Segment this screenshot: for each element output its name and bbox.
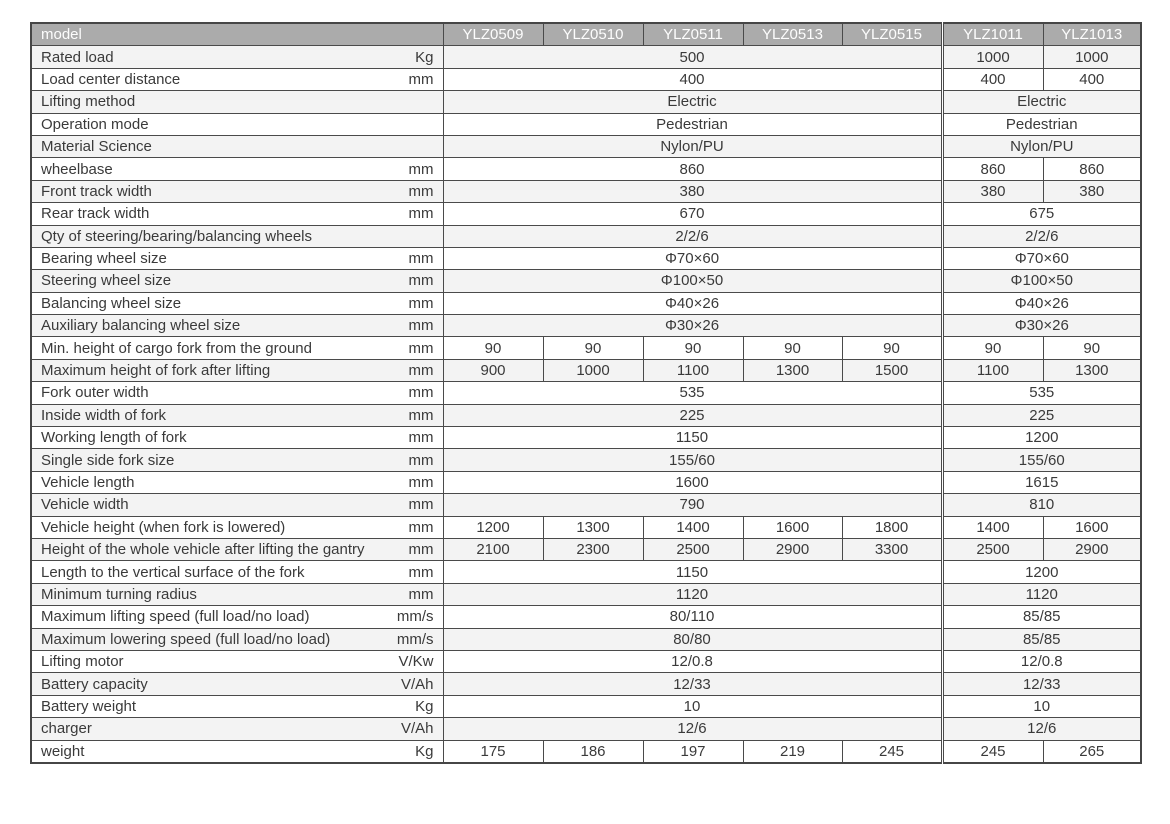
spec-row xyxy=(31,449,1141,471)
spec-value-cell: Φ100×50 xyxy=(443,270,942,292)
spec-row-unit: Kg xyxy=(415,742,434,760)
spec-value-cell: 85/85 xyxy=(942,606,1141,628)
spec-value-cell: 860 xyxy=(443,158,942,180)
spec-value-cell: Electric xyxy=(942,91,1141,113)
spec-value-cell: 670 xyxy=(443,203,942,225)
spec-row-label: Bearing wheel size xyxy=(41,250,167,268)
spec-row-label-cell xyxy=(31,718,443,740)
spec-value-cell: 790 xyxy=(443,494,942,516)
spec-value-cell: 2100 xyxy=(443,538,543,560)
spec-value-cell: 400 xyxy=(443,68,942,90)
spec-row xyxy=(31,337,1141,359)
spec-row-label-cell xyxy=(31,695,443,717)
spec-value-cell: 175 xyxy=(443,740,543,763)
spec-row xyxy=(31,583,1141,605)
spec-row-label-cell xyxy=(31,382,443,404)
spec-value-cell: 535 xyxy=(942,382,1141,404)
spec-row-unit: mm xyxy=(408,474,434,491)
spec-row xyxy=(31,203,1141,225)
spec-value-cell: 1000 xyxy=(942,46,1043,68)
spec-row-label: Qty of steering/bearing/balancing wheels xyxy=(41,227,312,245)
spec-row-label-cell xyxy=(31,135,443,157)
spec-value-cell: 1000 xyxy=(543,359,643,381)
model-header-cell: model xyxy=(31,23,443,46)
spec-value-cell: Φ30×26 xyxy=(443,315,942,337)
spec-row-unit: mm xyxy=(408,250,434,268)
spec-row-label-cell xyxy=(31,471,443,493)
spec-value-cell: 1300 xyxy=(543,516,643,538)
spec-value-cell: 1200 xyxy=(942,561,1141,583)
spec-row-label: Rear track width xyxy=(41,205,150,223)
spec-row-label-cell xyxy=(31,628,443,650)
spec-value-cell: 1615 xyxy=(942,471,1141,493)
spec-row-label-cell xyxy=(31,68,443,90)
spec-row-label-cell xyxy=(31,538,443,560)
spec-value-cell: 90 xyxy=(643,337,743,359)
spec-row xyxy=(31,158,1141,180)
spec-value-cell: 2500 xyxy=(942,538,1043,560)
spec-value-cell: 12/33 xyxy=(443,673,942,695)
spec-row-label-cell xyxy=(31,561,443,583)
spec-value-cell: 2500 xyxy=(643,538,743,560)
spec-value-cell: Φ70×60 xyxy=(443,247,942,269)
spec-row xyxy=(31,606,1141,628)
spec-row xyxy=(31,628,1141,650)
spec-row-unit: mm/s xyxy=(396,608,434,626)
spec-value-cell: 12/33 xyxy=(942,673,1141,695)
spec-row xyxy=(31,516,1141,538)
spec-row-unit: mm xyxy=(408,384,434,402)
spec-value-cell: 225 xyxy=(942,404,1141,426)
model-header-ylz1013: YLZ1013 xyxy=(1043,23,1141,46)
spec-row-label-cell xyxy=(31,494,443,516)
spec-value-cell: Φ40×26 xyxy=(443,292,942,314)
spec-row-unit: mm xyxy=(408,294,434,312)
spec-value-cell: 1120 xyxy=(443,583,942,605)
spec-row-unit: mm xyxy=(408,317,434,335)
spec-row-label-cell xyxy=(31,740,443,763)
spec-value-cell: Electric xyxy=(443,91,942,113)
spec-row-label: Lifting motor xyxy=(41,653,124,671)
spec-row xyxy=(31,404,1141,426)
spec-row-label: Maximum lifting speed (full load/no load) xyxy=(41,608,310,626)
spec-value-cell: 90 xyxy=(942,337,1043,359)
spec-value-cell: 90 xyxy=(842,337,942,359)
spec-value-cell: 675 xyxy=(942,203,1141,225)
spec-value-cell: 1200 xyxy=(942,427,1141,449)
spec-value-cell: 1000 xyxy=(1043,46,1141,68)
spec-row-label-cell xyxy=(31,516,443,538)
spec-row-label: Auxiliary balancing wheel size xyxy=(41,317,241,335)
spec-row xyxy=(31,91,1141,113)
spec-row-label: Maximum height of fork after lifting xyxy=(41,362,271,380)
spec-value-cell: Pedestrian xyxy=(942,113,1141,135)
spec-row-label: Battery capacity xyxy=(41,675,148,693)
spec-row-unit: mm xyxy=(408,160,434,178)
spec-value-cell: 245 xyxy=(942,740,1043,763)
spec-value-cell: 1600 xyxy=(443,471,942,493)
spec-value-cell: 500 xyxy=(443,46,942,68)
spec-row-label: Operation mode xyxy=(41,115,149,133)
spec-value-cell: 2900 xyxy=(743,538,842,560)
spec-row-label: Single side fork size xyxy=(41,451,175,469)
spec-row-label-cell xyxy=(31,91,443,113)
spec-row-label-cell xyxy=(31,46,443,68)
spec-value-cell: Φ30×26 xyxy=(942,315,1141,337)
spec-row xyxy=(31,561,1141,583)
spec-row-unit: Kg xyxy=(415,48,434,66)
spec-value-cell: 1100 xyxy=(643,359,743,381)
spec-value-cell: 1600 xyxy=(1043,516,1141,538)
spec-row xyxy=(31,225,1141,247)
spec-row xyxy=(31,68,1141,90)
spec-row xyxy=(31,538,1141,560)
spec-value-cell: 400 xyxy=(1043,68,1141,90)
spec-value-cell: 225 xyxy=(443,404,942,426)
spec-row-label: Battery weight xyxy=(41,697,137,715)
spec-row-label: Fork outer width xyxy=(41,384,149,402)
spec-row-unit: mm xyxy=(408,451,434,469)
spec-value-cell: 1300 xyxy=(1043,359,1141,381)
spec-value-cell: 10 xyxy=(942,695,1141,717)
spec-value-cell: 90 xyxy=(443,337,543,359)
spec-row-label-cell xyxy=(31,225,443,247)
spec-row-label-cell xyxy=(31,583,443,605)
model-header-ylz0510: YLZ0510 xyxy=(543,23,643,46)
spec-value-cell: 1150 xyxy=(443,561,942,583)
spec-value-cell: 400 xyxy=(942,68,1043,90)
spec-value-cell: 1500 xyxy=(842,359,942,381)
spec-row xyxy=(31,471,1141,493)
spec-row xyxy=(31,270,1141,292)
spec-value-cell: 12/6 xyxy=(942,718,1141,740)
spec-row-unit: mm xyxy=(408,406,434,424)
spec-row-unit: mm xyxy=(408,272,434,290)
spec-row-label: Length to the vertical surface of the fork xyxy=(41,563,305,581)
spec-value-cell: 860 xyxy=(942,158,1043,180)
spec-value-cell: 186 xyxy=(543,740,643,763)
spec-value-cell: 12/0.8 xyxy=(443,650,942,672)
spec-row-label-cell xyxy=(31,359,443,381)
spec-row-label-cell xyxy=(31,180,443,202)
spec-value-cell: 245 xyxy=(842,740,942,763)
spec-row-label: Front track width xyxy=(41,182,152,200)
spec-value-cell: 2/2/6 xyxy=(942,225,1141,247)
spec-row-unit: mm xyxy=(408,205,434,223)
model-header-ylz0515: YLZ0515 xyxy=(842,23,942,46)
spec-row-label-cell xyxy=(31,449,443,471)
spec-row-label: Min. height of cargo fork from the ground xyxy=(41,339,312,357)
spec-value-cell: 1150 xyxy=(443,427,942,449)
spec-row-label: Material Science xyxy=(41,138,152,156)
spec-value-cell: 380 xyxy=(443,180,942,202)
spec-value-cell: 85/85 xyxy=(942,628,1141,650)
spec-row-label: Inside width of fork xyxy=(41,406,167,424)
spec-table-body xyxy=(31,46,1141,763)
spec-row xyxy=(31,180,1141,202)
spec-row-label: wheelbase xyxy=(41,160,113,178)
spec-value-cell: 155/60 xyxy=(443,449,942,471)
spec-row-unit: Kg xyxy=(415,697,434,715)
spec-row-label: Minimum turning radius xyxy=(41,585,197,603)
spec-value-cell: 90 xyxy=(543,337,643,359)
spec-value-cell: Φ100×50 xyxy=(942,270,1141,292)
spec-value-cell: 80/110 xyxy=(443,606,942,628)
spec-value-cell: 2/2/6 xyxy=(443,225,942,247)
spec-row-label: Vehicle height (when fork is lowered) xyxy=(41,518,286,536)
spec-row-unit: V/Ah xyxy=(400,720,434,738)
spec-value-cell: 1200 xyxy=(443,516,543,538)
spec-row xyxy=(31,740,1141,763)
spec-row-label: Load center distance xyxy=(41,70,181,88)
spec-row xyxy=(31,359,1141,381)
spec-value-cell: 90 xyxy=(743,337,842,359)
spec-row-label: charger xyxy=(41,720,92,738)
spec-row-label: Vehicle width xyxy=(41,496,129,514)
spec-value-cell: 1120 xyxy=(942,583,1141,605)
spec-row-label-cell xyxy=(31,203,443,225)
spec-row-label-cell xyxy=(31,113,443,135)
spec-value-cell: 3300 xyxy=(842,538,942,560)
model-header-ylz1011: YLZ1011 xyxy=(942,23,1043,46)
spec-row-label-cell xyxy=(31,404,443,426)
spec-row-label: weight xyxy=(41,742,85,760)
spec-row-label: Vehicle length xyxy=(41,474,135,491)
spec-value-cell: 1800 xyxy=(842,516,942,538)
spec-value-cell: 2300 xyxy=(543,538,643,560)
spec-row xyxy=(31,427,1141,449)
spec-row xyxy=(31,247,1141,269)
spec-value-cell: 380 xyxy=(1043,180,1141,202)
spec-value-cell: 1400 xyxy=(942,516,1043,538)
spec-row xyxy=(31,718,1141,740)
spec-row xyxy=(31,292,1141,314)
spec-row xyxy=(31,382,1141,404)
spec-row-label: Balancing wheel size xyxy=(41,294,182,312)
spec-value-cell: Nylon/PU xyxy=(942,135,1141,157)
model-header-ylz0509: YLZ0509 xyxy=(443,23,543,46)
spec-value-cell: 12/0.8 xyxy=(942,650,1141,672)
spec-value-cell: 219 xyxy=(743,740,842,763)
spec-row-unit: mm xyxy=(408,182,434,200)
spec-row xyxy=(31,46,1141,68)
spec-row-label: Working length of fork xyxy=(41,429,187,447)
spec-value-cell: Φ70×60 xyxy=(942,247,1141,269)
spec-row-label: Lifting method xyxy=(41,93,136,111)
spec-row-label-cell xyxy=(31,337,443,359)
spec-value-cell: 12/6 xyxy=(443,718,942,740)
spec-value-cell: 535 xyxy=(443,382,942,404)
spec-row xyxy=(31,494,1141,516)
spec-row-unit: mm xyxy=(408,362,434,380)
spec-row-unit: V/Kw xyxy=(398,653,434,671)
spec-row xyxy=(31,695,1141,717)
spec-row-unit: mm xyxy=(408,496,434,514)
spec-value-cell: 90 xyxy=(1043,337,1141,359)
spec-row-unit: mm xyxy=(408,518,434,536)
spec-row-label: Maximum lowering speed (full load/no load) xyxy=(41,630,331,648)
spec-row-unit: mm xyxy=(408,339,434,357)
spec-row-label-cell xyxy=(31,158,443,180)
spec-row-label-cell xyxy=(31,247,443,269)
spec-value-cell: 810 xyxy=(942,494,1141,516)
model-header-ylz0513: YLZ0513 xyxy=(743,23,842,46)
spec-value-cell: 1400 xyxy=(643,516,743,538)
spec-row xyxy=(31,113,1141,135)
spec-value-cell: 80/80 xyxy=(443,628,942,650)
spec-row-unit: mm xyxy=(408,70,434,88)
spec-row-label-cell xyxy=(31,427,443,449)
spec-value-cell: 900 xyxy=(443,359,543,381)
spec-value-cell: Nylon/PU xyxy=(443,135,942,157)
spec-row xyxy=(31,650,1141,672)
spec-value-cell: 860 xyxy=(1043,158,1141,180)
spec-value-cell: 2900 xyxy=(1043,538,1141,560)
header-row xyxy=(31,23,1141,46)
spec-value-cell: 1100 xyxy=(942,359,1043,381)
spec-row-label: Rated load xyxy=(41,48,114,66)
spec-row xyxy=(31,673,1141,695)
spec-row-unit: mm/s xyxy=(396,630,434,648)
spec-value-cell: 265 xyxy=(1043,740,1141,763)
spec-row-unit: mm xyxy=(408,585,434,603)
spec-row-label-cell xyxy=(31,606,443,628)
spec-value-cell: Φ40×26 xyxy=(942,292,1141,314)
spec-row-label-cell xyxy=(31,650,443,672)
spec-row xyxy=(31,315,1141,337)
spec-table xyxy=(30,22,1142,764)
spec-row-label-cell xyxy=(31,292,443,314)
spec-value-cell: 155/60 xyxy=(942,449,1141,471)
spec-value-cell: 197 xyxy=(643,740,743,763)
spec-row-unit: V/Ah xyxy=(400,675,434,693)
spec-row-label: Height of the whole vehicle after lifting the gantry xyxy=(41,541,365,559)
spec-row-unit: mm xyxy=(408,429,434,447)
spec-row xyxy=(31,135,1141,157)
spec-value-cell: Pedestrian xyxy=(443,113,942,135)
spec-row-label-cell xyxy=(31,315,443,337)
spec-value-cell: 380 xyxy=(942,180,1043,202)
spec-row-unit: mm xyxy=(408,541,434,559)
spec-row-unit: mm xyxy=(408,563,434,581)
spec-row-label: Steering wheel size xyxy=(41,272,172,290)
spec-value-cell: 1600 xyxy=(743,516,842,538)
spec-row-label-cell xyxy=(31,673,443,695)
spec-value-cell: 10 xyxy=(443,695,942,717)
model-header-ylz0511: YLZ0511 xyxy=(643,23,743,46)
spec-row-label-cell xyxy=(31,270,443,292)
spec-value-cell: 1300 xyxy=(743,359,842,381)
